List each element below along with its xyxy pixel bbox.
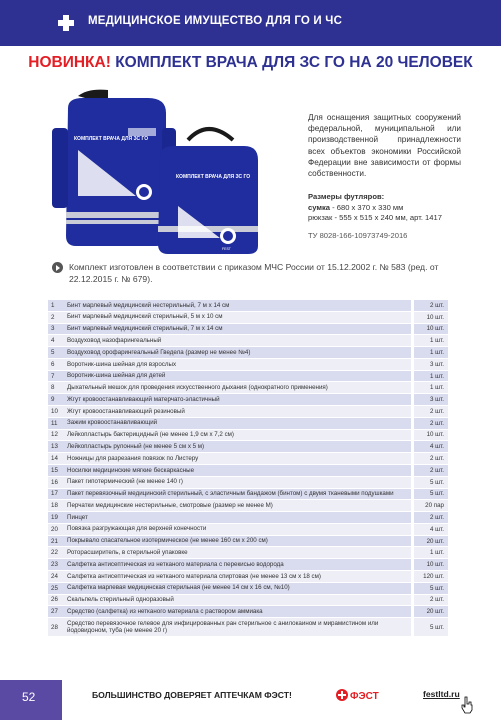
row-number: 13 (48, 441, 66, 452)
item-name: Салфетка марлевая медицинская стерильная (не менее 14 см х 16 см, №10) (64, 583, 412, 594)
item-name: Пакет перевязочный медицинский стерильный, с эластичным бандажом (бинтом) с двумя тканевыми подушками (64, 489, 412, 500)
page-number: 52 (22, 690, 36, 704)
row-number: 15 (48, 465, 66, 476)
section-title: МЕДИЦИНСКОЕ ИМУЩЕСТВО ДЛЯ ГО И ЧС (88, 15, 343, 27)
hand-cursor-icon (460, 696, 474, 714)
table-row (48, 394, 448, 406)
item-name: Перчатки медицинские нестерильные, смотровые (размер не менее M) (64, 500, 412, 511)
item-quantity: 5 шт. (414, 583, 448, 594)
item-quantity: 2 шт. (414, 512, 448, 523)
item-quantity: 1 шт. (414, 382, 448, 393)
medical-cross-icon (58, 15, 74, 31)
website-link[interactable]: festltd.ru (423, 689, 460, 699)
item-quantity: 20 пар (414, 500, 448, 511)
table-row (48, 477, 448, 489)
case-sizes (308, 192, 468, 224)
item-name: Лейкопластырь бактерицидный (не менее 1,9 см х 7,2 см) (64, 430, 412, 441)
row-number: 20 (48, 524, 66, 535)
compliance-text: Комплект изготовлен в соответствии с приказом МЧС России от 15.12.2002 г. № 583 (ред. от 22.12.2015 г. № 679). (69, 262, 439, 284)
row-number: 5 (48, 347, 66, 358)
row-number: 18 (48, 500, 66, 511)
item-name: Роторасширитель, в стерильной упаковке (64, 547, 412, 558)
item-quantity: 4 шт. (414, 524, 448, 535)
backpack-label: КОМПЛЕКТ ВРАЧА ДЛЯ ЗС ГО (74, 136, 149, 142)
table-row (48, 335, 448, 347)
row-number: 26 (48, 595, 66, 606)
item-quantity: 2 шт. (414, 418, 448, 429)
row-number: 28 (48, 618, 66, 636)
item-quantity: 2 шт. (414, 300, 448, 311)
footer-slogan: БОЛЬШИНСТВО ДОВЕРЯЕТ АПТЕЧКАМ ФЭСТ! (92, 690, 292, 700)
item-name: Бинт марлевый медицинский стерильный, 5 м х 10 см (64, 312, 412, 323)
item-name: Бинт марлевый медицинский нестерильный, 7 м х 14 см (64, 300, 412, 311)
row-number: 22 (48, 547, 66, 558)
item-quantity: 10 шт. (414, 324, 448, 335)
row-number: 11 (48, 418, 66, 429)
row-number: 9 (48, 394, 66, 405)
table-row (48, 406, 448, 418)
item-name: Пинцет (64, 512, 412, 523)
row-number: 3 (48, 324, 66, 335)
item-quantity: 5 шт. (414, 477, 448, 488)
table-row (48, 300, 448, 312)
item-name: Бинт марлевый медицинский стерильный, 7 м х 14 см (64, 324, 412, 335)
table-row (48, 500, 448, 512)
table-row (48, 382, 448, 394)
headline-title: КОМПЛЕКТ ВРАЧА ДЛЯ ЗС ГО НА 20 ЧЕЛОВЕК (115, 54, 473, 71)
table-row (48, 347, 448, 359)
items-table (48, 300, 448, 637)
table-row (48, 441, 448, 453)
item-quantity: 1 шт. (414, 547, 448, 558)
item-name: Лейкопластырь рулонный (не менее 5 см х 5 м) (64, 441, 412, 452)
bag-brand: FEST (222, 247, 231, 251)
item-name: Средство перевязочное гелевое для инфицированных ран стерильное с анилокаином и мирамистином или йодовидоном, туба (не менее 20 г) (64, 618, 412, 636)
item-name: Средство (салфетка) из нетканого материала с раствором аммиака (64, 606, 412, 617)
item-name: Жгут кровоостанавливающий матерчато-эластичный (64, 394, 412, 405)
item-quantity: 1 шт. (414, 371, 448, 382)
table-row (48, 371, 448, 383)
row-number: 6 (48, 359, 66, 370)
item-name: Салфетка антисептическая из нетканого материала спиртовая (не менее 13 см х 18 см) (64, 571, 412, 582)
item-quantity: 10 шт. (414, 559, 448, 570)
row-number: 12 (48, 430, 66, 441)
sizes-bag-value: - 680 x 370 x 330 мм (330, 202, 404, 212)
item-quantity: 5 шт. (414, 618, 448, 636)
item-name: Скальпель стерильный одноразовый (64, 595, 412, 606)
product-photo (48, 88, 263, 266)
header-bar (0, 0, 501, 46)
item-name: Ножницы для разрезания повязок по Листеру (64, 453, 412, 464)
tech-spec: ТУ 8028-166-10973749-2016 (308, 231, 408, 240)
row-number: 1 (48, 300, 66, 311)
item-name: Дыхательный мешок для проведения искусственного дыхания (однократного применения) (64, 382, 412, 393)
item-quantity: 1 шт. (414, 335, 448, 346)
item-quantity: 10 шт. (414, 312, 448, 323)
item-quantity: 10 шт. (414, 430, 448, 441)
item-name: Жгут кровоостанавливающий резиновый (64, 406, 412, 417)
item-name: Зажим кровоостанавливающий (64, 418, 412, 429)
row-number: 21 (48, 536, 66, 547)
row-number: 2 (48, 312, 66, 323)
row-number: 19 (48, 512, 66, 523)
item-quantity: 1 шт. (414, 347, 448, 358)
row-number: 8 (48, 382, 66, 393)
page-number-badge (0, 680, 62, 720)
item-quantity: 5 шт. (414, 489, 448, 500)
backpack-image (52, 90, 176, 246)
table-row (48, 512, 448, 524)
item-quantity: 20 шт. (414, 536, 448, 547)
row-number: 27 (48, 606, 66, 617)
item-name: Повязка разгружающая для верхней конечности (64, 524, 412, 535)
item-name: Воротник-шина шейная для взрослых (64, 359, 412, 370)
table-row (48, 583, 448, 595)
row-number: 25 (48, 583, 66, 594)
table-row (48, 571, 448, 583)
sizes-heading: Размеры футляров: (308, 192, 385, 201)
sizes-bag-label: сумка (308, 202, 330, 212)
row-number: 4 (48, 335, 66, 346)
table-row (48, 418, 448, 430)
table-row (48, 489, 448, 501)
row-number: 14 (48, 453, 66, 464)
arrow-right-icon (52, 262, 63, 273)
sizes-backpack: рюкзак - 555 x 515 x 240 мм, арт. 1417 (308, 213, 442, 222)
bag-label: КОМПЛЕКТ ВРАЧА ДЛЯ ЗС ГО (176, 174, 251, 180)
item-name: Воротник-шина шейная для детей (64, 371, 412, 382)
table-row (48, 324, 448, 336)
item-name: Воздуховод назофарингеальный (64, 335, 412, 346)
item-quantity: 2 шт. (414, 453, 448, 464)
table-row (48, 453, 448, 465)
item-quantity: 2 шт. (414, 465, 448, 476)
row-number: 7 (48, 371, 66, 382)
item-quantity: 4 шт. (414, 441, 448, 452)
item-quantity: 3 шт. (414, 359, 448, 370)
logo-text: ФЭСТ (350, 691, 379, 702)
table-row (48, 595, 448, 607)
row-number: 17 (48, 489, 66, 500)
item-quantity: 120 шт. (414, 571, 448, 582)
product-description: Для оснащения защитных сооружений федеральной, муниципальной или производственной принадлежности всех объектов экономики Российской Федерации вне зависимости от формы собственности. (308, 113, 461, 179)
page-headline (0, 54, 501, 72)
table-row (48, 618, 448, 637)
item-quantity: 2 шт. (414, 406, 448, 417)
table-row (48, 359, 448, 371)
brand-logo (335, 688, 395, 702)
item-name: Пакет гипотермический (не менее 140 г) (64, 477, 412, 488)
row-number: 16 (48, 477, 66, 488)
table-row (48, 430, 448, 442)
table-row (48, 536, 448, 548)
table-row (48, 547, 448, 559)
item-name: Салфетка антисептическая из нетканого материала с перекисью водорода (64, 559, 412, 570)
item-name: Воздуховод орофарингеальный Гведела (размер не менее №4) (64, 347, 412, 358)
table-row (48, 559, 448, 571)
item-quantity: 3 шт. (414, 394, 448, 405)
table-row (48, 524, 448, 536)
row-number: 10 (48, 406, 66, 417)
table-row (48, 606, 448, 618)
item-quantity: 20 шт. (414, 606, 448, 617)
row-number: 23 (48, 559, 66, 570)
new-label: НОВИНКА! (28, 54, 111, 71)
table-row (48, 312, 448, 324)
item-quantity: 2 шт. (414, 595, 448, 606)
sizes-bag (308, 203, 468, 214)
item-name: Носилки медицинские мягкие бескаркасные (64, 465, 412, 476)
table-row (48, 465, 448, 477)
row-number: 24 (48, 571, 66, 582)
item-name: Покрывало спасательное изотермическое (не менее 160 см х 200 см) (64, 536, 412, 547)
bag-image (158, 129, 258, 254)
